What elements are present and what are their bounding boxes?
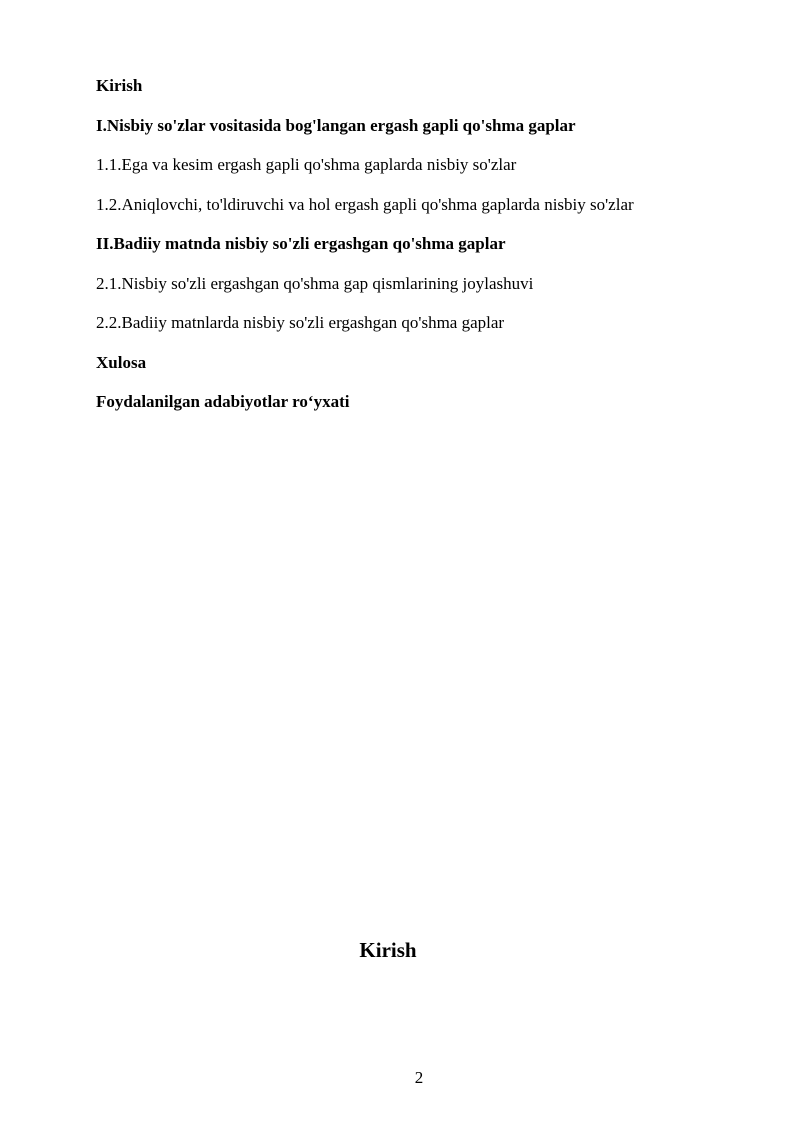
toc-item-section-1-1: 1.1.Ega va kesim ergash gapli qo'shma gaplarda nisbiy so'zlar (96, 155, 517, 174)
table-of-contents (96, 76, 716, 432)
toc-item-section-2-2: 2.2.Badiiy matnlarda nisbiy so'zli ergashgan qo'shma gaplar (96, 313, 505, 332)
page-number: 2 (414, 1068, 424, 1087)
toc-item-chapter-1: I.Nisbiy so'zlar vositasida bog'langan ergash gapli qo'shma gaplar (96, 115, 576, 135)
toc-item-section-1-2: 1.2.Aniqlovchi, to'ldiruvchi va hol ergash gapli qo'shma gaplarda nisbiy so'zlar (96, 194, 634, 214)
toc-item-references: Foydalanilgan adabiyotlar ro‘yxati (96, 392, 350, 411)
toc-item-kirish: Kirish (96, 76, 143, 95)
toc-item-xulosa: Xulosa (96, 352, 147, 372)
toc-item-chapter-2: II.Badiiy matnda nisbiy so'zli ergashgan qo'shma gaplar (96, 234, 506, 253)
toc-item-section-2-1: 2.1.Nisbiy so'zli ergashgan qo'shma gap qismlarining joylashuvi (96, 273, 534, 293)
section-heading: Kirish (359, 938, 417, 962)
